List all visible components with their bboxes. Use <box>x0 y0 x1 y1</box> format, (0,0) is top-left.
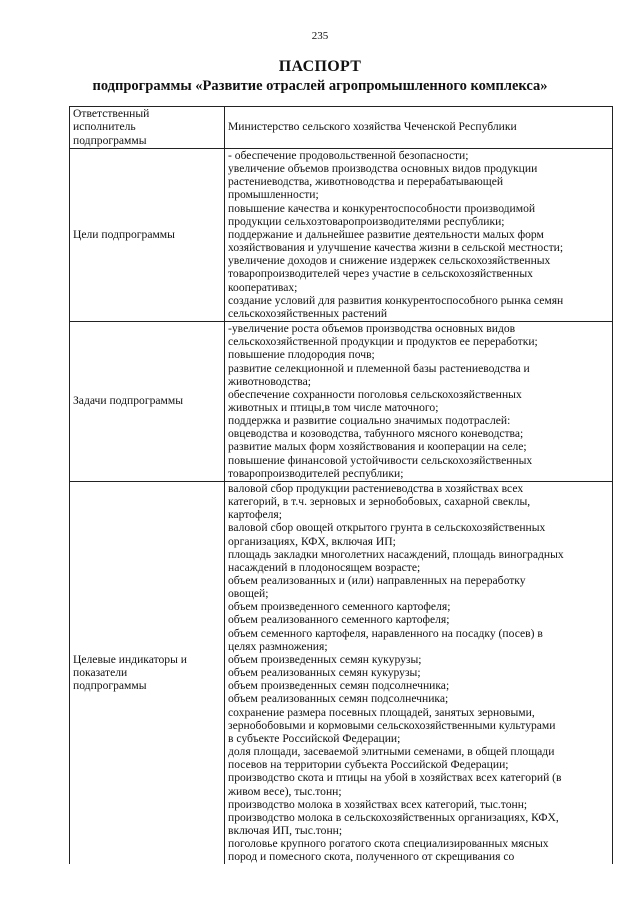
tasks-line: товаропроизводителей республики; <box>228 466 404 480</box>
tasks-line: обеспечение сохранности поголовья сельскохозяйственных <box>228 387 522 401</box>
indicators-line: объем произведенного семенного картофеля; <box>228 600 451 614</box>
tasks-line: развитие малых форм хозяйствования и кооперации на селе; <box>228 440 527 454</box>
indicators-label-line: подпрограммы <box>73 679 147 693</box>
tasks-line: овцеводства и козоводства, табунного мясного коневодства; <box>228 427 524 441</box>
tasks-line: животноводства; <box>228 374 311 388</box>
goals-line: кооперативах; <box>228 280 298 294</box>
indicators-line: картофеля; <box>228 508 282 522</box>
page-number: 235 <box>311 30 329 42</box>
indicators-value <box>225 481 613 864</box>
goals-line: промышленности; <box>228 188 319 202</box>
goals-line: сельскохозяйственных растений <box>228 306 388 320</box>
executor-label-line: исполнитель <box>73 120 136 134</box>
indicators-line: объем реализованного семенного картофеля; <box>228 613 450 627</box>
indicators-line: объем реализованных семян кукурузы; <box>228 666 421 680</box>
tasks-label: Задачи подпрограммы <box>70 322 225 482</box>
indicators-line: производство молока в хозяйствах всех категорий, тыс.тонн; <box>228 797 528 811</box>
executor-label-line: Ответственный <box>73 107 150 121</box>
executor-value: Министерство сельского хозяйства Чеченской Республики <box>225 107 613 149</box>
tasks-line: животных и птицы,в том числе маточного; <box>228 400 439 414</box>
indicators-line: организациях, КФХ, включая ИП; <box>228 534 396 548</box>
executor-label <box>70 107 225 149</box>
indicators-line: посевов на территории субъекта Российской Федерации; <box>228 758 509 772</box>
indicators-line: в субъекте Российской Федерации; <box>228 731 401 745</box>
executor-label-line: подпрограммы <box>73 133 147 147</box>
indicators-line: сохранение размера посевных площадей, занятых зерновыми, <box>228 705 535 719</box>
indicators-line: валовой сбор овощей открытого грунта в сельскохозяйственных <box>228 521 546 535</box>
indicators-line: площадь закладки многолетних насаждений, площадь виноградных <box>228 547 564 561</box>
indicators-line: живом весе), тыс.тонн; <box>228 784 342 798</box>
page-subtitle: подпрограммы «Развитие отраслей агропромышленного комплекса» <box>92 78 548 94</box>
goals-line: хозяйствования и улучшение качества жизни в сельской местности; <box>228 241 564 255</box>
table-row-tasks <box>70 322 613 482</box>
indicators-line: овощей; <box>228 587 269 601</box>
goals-line: создание условий для развития конкурентоспособного рынка семян <box>228 293 564 307</box>
indicators-line: включая ИП, тыс.тонн; <box>228 823 343 837</box>
table-row-indicators <box>70 481 613 864</box>
passport-table <box>69 106 613 864</box>
goals-line: растениеводства, животноводства и перерабатывающей <box>228 175 504 189</box>
goals-line: увеличение доходов и снижение издержек сельскохозяйственных <box>228 254 551 268</box>
goals-line: - обеспечение продовольственной безопасности; <box>228 149 469 162</box>
goals-line: товаропроизводителей через участие в сельскохозяйственных <box>228 267 533 281</box>
goals-value <box>225 149 613 322</box>
indicators-label-line: показатели <box>73 666 128 680</box>
indicators-line: доля площади, засеваемой элитными семенами, в общей площади <box>228 745 555 759</box>
indicators-line: производство молока в сельскохозяйственных организациях, КФХ, <box>228 810 559 824</box>
table-row-executor <box>70 107 613 149</box>
indicators-line: объем семенного картофеля, наравленного на посадку (посев) в <box>228 626 543 640</box>
indicators-line: поголовье крупного рогатого скота специализированных мясных <box>228 837 549 851</box>
indicators-line: объем произведенных семян кукурузы; <box>228 652 422 666</box>
indicators-line: пород и помесного скота, полученного от скрещивания со <box>228 850 515 864</box>
indicators-line: объем реализованных семян подсолнечника; <box>228 692 449 706</box>
tasks-line: сельскохозяйственной продукции и продуктов ее переработки; <box>228 335 538 349</box>
tasks-line: повышение финансовой устойчивости сельскохозяйственных <box>228 453 533 467</box>
indicators-line: зернобобовыми и кормовыми сельскохозяйственными культурами <box>228 718 556 732</box>
goals-line: повышение качества и конкурентоспособности производимой <box>228 201 536 215</box>
goals-line: увеличение объемов производства основных видов продукции <box>228 162 538 176</box>
indicators-line: категорий, в т.ч. зерновых и зернобобовых, сахарной свеклы, <box>228 495 531 509</box>
indicators-label <box>70 481 225 864</box>
indicators-line: насаждений в плодоносящем возрасте; <box>228 560 421 574</box>
goals-line: поддержание и дальнейшее развитие деятельности малых форм <box>228 227 544 241</box>
tasks-line: повышение плодородия почв; <box>228 348 375 362</box>
indicators-line: производство скота и птицы на убой в хозяйствах всех категорий (в <box>228 771 562 785</box>
tasks-value <box>225 322 613 482</box>
page-title: ПАСПОРТ <box>278 58 362 75</box>
goals-label: Цели подпрограммы <box>70 149 225 322</box>
indicators-line: объем произведенных семян подсолнечника; <box>228 679 450 693</box>
tasks-line: -увеличение роста объемов производства основных видов <box>228 322 516 336</box>
indicators-line: валовой сбор продукции растениеводства в хозяйствах всех <box>228 481 524 495</box>
indicators-line: целях размножения; <box>228 639 328 653</box>
table-row-goals <box>70 149 613 322</box>
goals-line: продукции сельхозтоваропроизводителями республики; <box>228 214 505 228</box>
tasks-line: поддержка и развитие социально значимых подотраслей: <box>228 414 511 428</box>
tasks-line: развитие селекционной и племенной базы растениеводства и <box>228 361 530 375</box>
indicators-line: объем реализованных и (или) направленных на переработку <box>228 574 526 587</box>
indicators-label-line: Целевые индикаторы и <box>73 652 187 666</box>
